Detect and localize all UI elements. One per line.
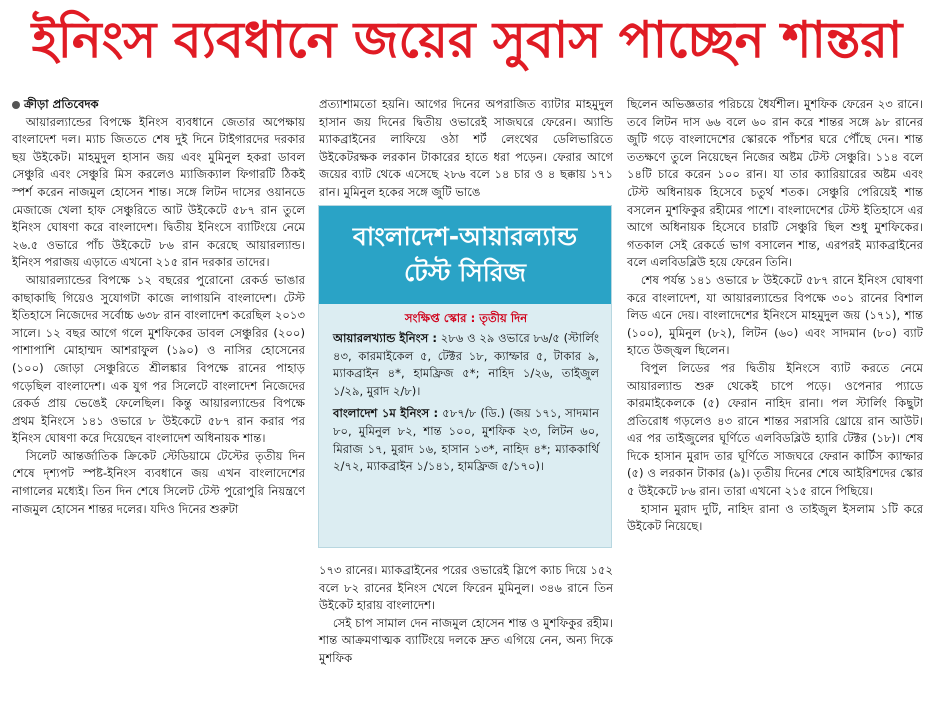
ireland-score [333,330,599,401]
byline [12,96,305,114]
infobox-title: বাংলাদেশ-আয়ারল্যান্ড [352,222,578,251]
infobox-body [319,304,611,476]
paragraph: হাসান মুরাদ দুটি, নাহিদ রানা ও তাইজুল ইসলাম ১টি করে উইকেট নিয়েছে। [627,501,923,534]
paragraph: প্রত্যাশামতো হয়নি। আগের দিনের অপরাজিত ব্যাটার মাহমুদুল হাসান জয় দিনের দ্বিতীয় ওভারেই সাজঘরে ফেরেন। অ্যান্ডি ম্যাকব্রাইনের লাফিয়ে ওঠা শর্ট লেংথের ডেলিভারিতে উইকেটরক্ষক লরকান টাকারের হাতে ধরা পড়েন। ফেরার আগে জয়ের ব্যাট থেকে এসেছে ২৮৬ বলে ১৪ চার ও ৪ ছক্কায় ১৭১ রান। মুমিনুল হকের সঙ্গে জুটি ভাঙে [319,97,613,199]
ireland-details: ২৮৬ ও ২৯ ওভারে ৮৬/৫ (স্টার্লিং ৪৩, কারমাইকেল ৫, টেক্টর ১৮, ক্যাম্ফার ৫, টাকার ৯, ম্যাকব্রাইন ৪*, হামফ্রিজ ৫*; নাহিদ ১/২৬, তাইজুল ১/২৯, মুরাদ ২/৮)। [333,330,599,399]
paragraph: আয়ারল্যান্ডের বিপক্ষে ইনিংস ব্যবধানে জেতার অপেক্ষায় বাংলাদেশ দল। ম্যাচ জিততে শেষ দুই দিনে টাইগারদের দরকার ছয় উইকেট। মাহমুদুল হাসান জয় এবং মুমিনুল হকরা ডাবল সেঞ্চুরি এবং সেঞ্চুরি মিস করলেও ম্যাজিক্যাল ফিগারটি ঠিকই স্পর্শ করেন নাজমুল হোসেন শান্ত। সঙ্গে লিটন দাসের ওয়ানডে মেজাজে খেলা হাফ সেঞ্চুরিতে আট উইকেটে ৫৮৭ রান তুলে ইনিংস ঘোষণা করে বাংলাদেশ। দ্বিতীয় ইনিংসে ব্যাটিংয়ে নেমে ২৬.৫ ওভারে পাঁচ উইকেটে ৮৬ রান করেছে আয়ারল্যান্ড। ইনিংস পরাজয় এড়াতে এখনো ২১৫ রান দরকার তাদের। [12,114,305,270]
bangladesh-details: ৫৮৭/৮ (ডি.) (জয় ১৭১, সাদমান ৮০, মুমিনুল ৮২, শান্ত ১০০, মুশফিক ২৩, লিটন ৬০, মিরাজ ১৭, মুরাদ ১৬, হাসান ১৩*, নাহিদ ৪*; ম্যাককার্থি ২/৭২, ম্যাকব্রাইন ১/১৪১, হামফ্রিজ ৫/১৭০)। [333,405,599,474]
infobox-header [319,206,611,304]
bullet-icon [12,101,20,109]
headline: ইনিংস ব্যবধানে জয়ের সুবাস পাচ্ছেন শান্তরা [31,10,903,69]
column-3 [627,96,923,536]
paragraph: শেষ পর্যন্ত ১৪১ ওভারে ৮ উইকেটে ৫৮৭ রানে ইনিংস ঘোষণা করে বাংলাদেশ, যা আয়ারল্যান্ডের বিপক্ষে ৩০১ রানের বিশাল লিড এনে দেয়। বাংলাদেশের ইনিংসে মাহমুদুল জয় (১৭১), শান্ত (১০০), মুমিনুল (৮২), লিটন (৬০) এবং সাদমান (৮০) ব্যাট হাতে উজ্জ্বল ছিলেন। [627,272,923,358]
infobox-subtitle: সংক্ষিপ্ত স্কোর : তৃতীয় দিন [404,311,528,325]
byline-text: ক্রীড়া প্রতিবেদক [24,97,99,111]
column-1 [12,96,305,518]
column-2-top [319,96,613,202]
paragraph: সিলেট আন্তর্জাতিক ক্রিকেট স্টেডিয়ামে টেস্টের তৃতীয় দিন শেষে দৃশ্যপট স্পষ্ট-ইনিংস ব্যবধানে জয় এখন বাংলাদেশের নাগালের মধ্যেই। তিন দিন শেষে সিলেট টেস্ট পুরোপুরি নিয়ন্ত্রণে নাজমুল হোসেন শান্তর দলের। যদিও দিনের শুরুটা [12,448,305,516]
paragraph: ১৭৩ রানের। ম্যাকব্রাইনের পরের ওভারেই স্লিপে ক্যাচ দিয়ে ১৫২ বলে ৮২ রানের ইনিংস খেলে ফিরেন মুমিনুল। ৩৪৬ রানে তিন উইকেট হারায় বাংলাদেশ। [319,563,613,613]
paragraph: সেই চাপ সামাল দেন নাজমুল হোসেন শান্ত ও মুশফিকুর রহীম। শান্ত আক্রমণাত্মক ব্যাটিংয়ে দলকে দ্রুত এগিয়ে নেন, অন্য দিকে মুশফিক [319,615,613,665]
paragraph: বিপুল লিডের পর দ্বিতীয় ইনিংসে ব্যাট করতে নেমে আয়ারল্যান্ড শুরু থেকেই চাপে পড়ে। ওপেনার প্যাডে কারমাইকেলকে (৫) ফেরান নাহিদ রানা। পল স্টার্লিং কিছুটা প্রতিরোধ গড়লেও ৪৩ রানে শান্তর সরাসরি থ্রোয়ে রান আউট। এর পর তাইজুলের ঘূর্ণিতে এলবিডব্লিউ হ্যারি টেক্টর (১৮)। শেষ দিকে হাসান মুরাদ তার ঘূর্ণিতে সাজঘরে ফেরান কার্টিস ক্যাম্ফার (৫) ও লরকান টাকার (৯)। তৃতীয় দিনের শেষে আইরিশদের স্কোর ৫ উইকেটে ৮৬ রান। তারা এখনো ২১৫ রানে পিছিয়ে। [627,360,923,499]
infobox-title-line2: টেস্ট সিরিজ [403,258,527,287]
bangladesh-score [333,405,599,476]
bangladesh-label: বাংলাদেশ ১ম ইনিংস : [333,405,439,420]
paragraph: ছিলেন অভিজ্ঞতার পরিচয়ে ধৈর্যশীল। মুশফিক ফেরেন ২৩ রানে। তবে লিটন দাস ৬৬ বলে ৬০ রান করে শান্তর সঙ্গে ৯৮ রানের জুটি গড়ে বাংলাদেশের স্কোরকে পাঁচশর ঘরে পৌঁছে দেন। শান্ত ততক্ষণে তুলে নিয়েছেন নিজের অষ্টম টেস্ট সেঞ্চুরি। ১১৪ বলে ১৪টি চারে করেন ১০০ রান। যা তার ক্যারিয়ারের অষ্টম এবং টেস্ট অধিনায়ক হিসেবে চতুর্থ শতক। সেঞ্চুরি পেরিয়েই শান্ত বসলেন মুশফিকুর রহীমের পাশে। বাংলাদেশের টেস্ট ইতিহাসে এর আগে অধিনায়ক হিসেবে চারটি সেঞ্চুরি ছিল শুধু মুশফিকের। গতকাল সেই রেকর্ডে ভাগ বসালেন শান্ত, এরপরই ম্যাকব্রাইনের বলে এলবিডব্লিউ হয়ে ফেরেন তিনি। [627,97,923,270]
paragraph: আয়ারল্যান্ডের বিপক্ষে ১২ বছরের পুরোনো রেকর্ড ভাঙার কাছাকাছি গিয়েও সুযোগটা কাজে লাগায়নি বাংলাদেশ। টেস্ট ইতিহাসে নিজেদের সর্বোচ্চ ৬৩৮ রান বাংলাদেশ করেছিল ২০১৩ সালে। ১২ বছর আগে গলে মুশফিকের ডাবল সেঞ্চুরির (২০০) পাশাপাশি মোহাম্মদ আশরাফুল (১৯০) ও নাসির হোসেনের (১০০) জোড়া সেঞ্চুরিতে শ্রীলঙ্কার বিপক্ষে রানের পাহাড় গড়েছিল বাংলাদেশ। এক যুগ পর সিলেটে বাংলাদেশ নিজেদের রেকর্ড প্রায় ভেঙেই ফেলেছিল। কিন্তু আয়ারল্যান্ডের বিপক্ষে প্রথম ইনিংসে ১৪১ ওভারে ৮ উইকেটে ৫৮৭ রান করার পর ইনিংস ঘোষণা করে দিয়েছেন বাংলাদেশ অধিনায়ক শান্ত। [12,272,305,446]
column-2-bottom [319,562,613,668]
score-infobox [318,205,612,548]
ireland-label: আয়ারলখ্যান্ড ইনিংস : [333,330,438,345]
